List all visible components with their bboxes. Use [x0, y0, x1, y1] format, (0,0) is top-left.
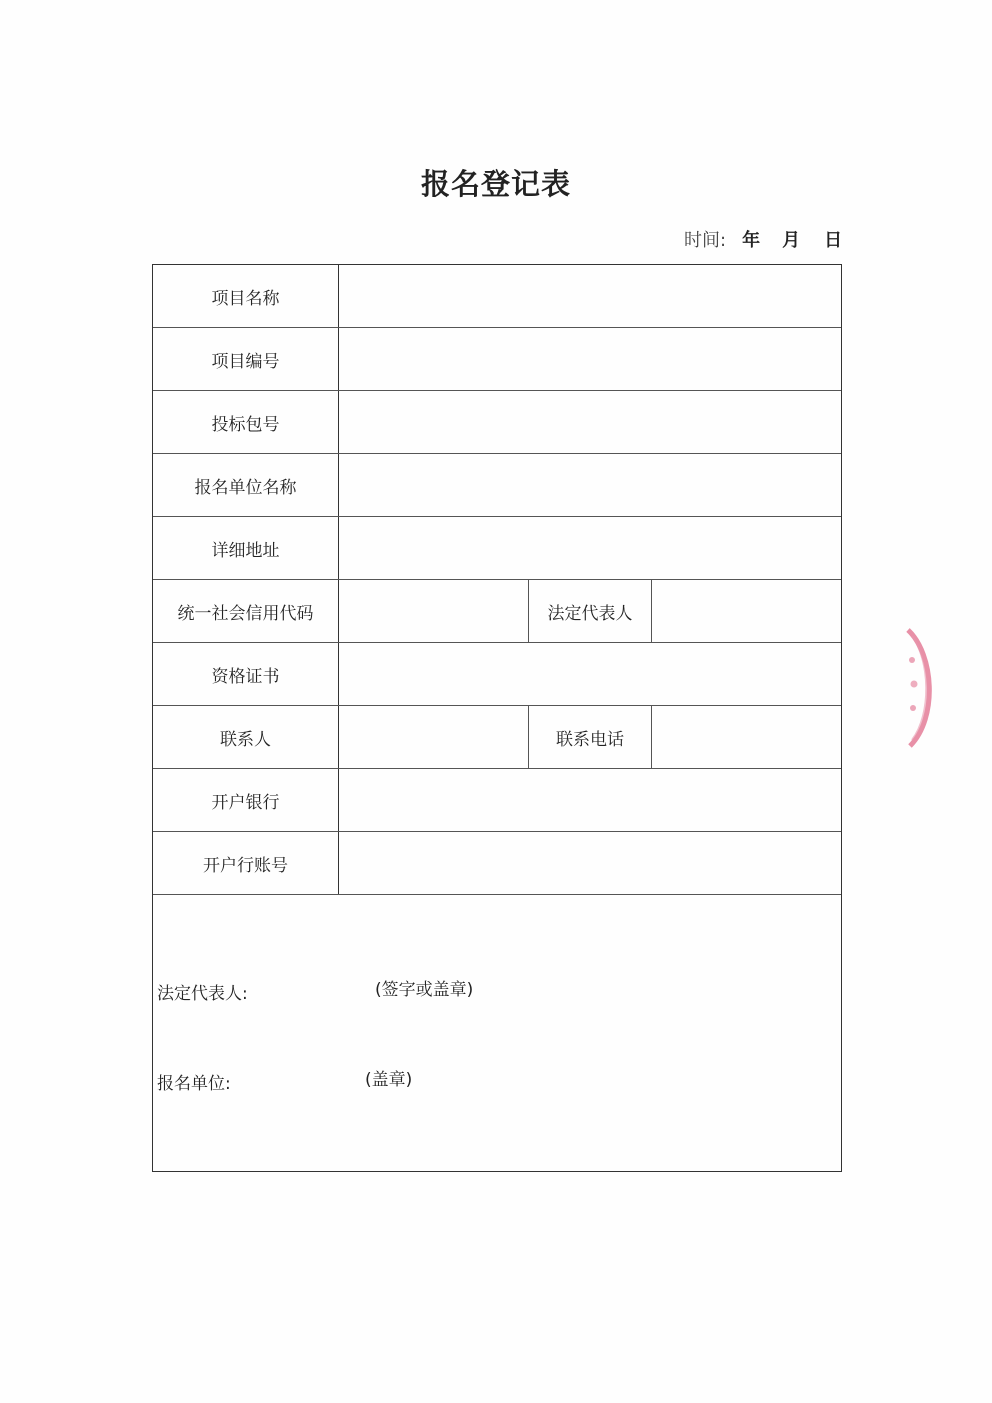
label-bid-package: 投标包号	[153, 391, 339, 453]
field-bid-package[interactable]	[339, 391, 841, 453]
signature-area	[153, 895, 841, 1173]
label-qualification: 资格证书	[153, 643, 339, 705]
partial-seal-stamp	[900, 626, 940, 750]
row-project-name	[153, 265, 841, 328]
field-contact-phone[interactable]	[652, 706, 841, 768]
row-account	[153, 832, 841, 895]
label-project-number: 项目编号	[153, 328, 339, 390]
label-address: 详细地址	[153, 517, 339, 579]
form-title: 报名登记表	[420, 167, 571, 201]
label-project-name: 项目名称	[153, 265, 339, 327]
row-credit-code	[153, 580, 841, 643]
date-month: 月	[782, 230, 801, 251]
label-bank: 开户银行	[153, 769, 339, 831]
row-contact	[153, 706, 841, 769]
registration-table	[152, 264, 842, 1172]
row-qualification	[153, 643, 841, 706]
label-contact-phone: 联系电话	[528, 706, 652, 768]
field-project-name[interactable]	[339, 265, 841, 327]
field-address[interactable]	[339, 517, 841, 579]
field-project-number[interactable]	[339, 328, 841, 390]
unit-sign-label: 报名单位:	[157, 1074, 231, 1094]
field-credit-code[interactable]	[339, 580, 528, 642]
row-bid-package	[153, 391, 841, 454]
label-account: 开户行账号	[153, 832, 339, 894]
label-credit-code: 统一社会信用代码	[153, 580, 339, 642]
date-day: 日	[824, 230, 843, 251]
legal-rep-sign-note: (签字或盖章)	[375, 980, 474, 1000]
date-label: 时间:	[684, 230, 727, 251]
label-unit-name: 报名单位名称	[153, 454, 339, 516]
field-qualification[interactable]	[339, 643, 841, 705]
field-account[interactable]	[339, 832, 841, 894]
row-unit-name	[153, 454, 841, 517]
unit-sign-note: (盖章)	[365, 1070, 413, 1090]
label-legal-rep: 法定代表人	[528, 580, 652, 642]
row-bank	[153, 769, 841, 832]
row-project-number	[153, 328, 841, 391]
field-unit-name[interactable]	[339, 454, 841, 516]
row-address	[153, 517, 841, 580]
date-line	[684, 226, 842, 252]
date-year: 年	[742, 230, 761, 251]
unit-stamp-field[interactable]	[253, 1065, 361, 1089]
field-bank[interactable]	[339, 769, 841, 831]
legal-rep-sign-label: 法定代表人:	[157, 984, 248, 1004]
field-legal-rep[interactable]	[652, 580, 841, 642]
label-contact: 联系人	[153, 706, 339, 768]
legal-rep-signature-field[interactable]	[295, 975, 371, 999]
field-contact[interactable]	[339, 706, 528, 768]
